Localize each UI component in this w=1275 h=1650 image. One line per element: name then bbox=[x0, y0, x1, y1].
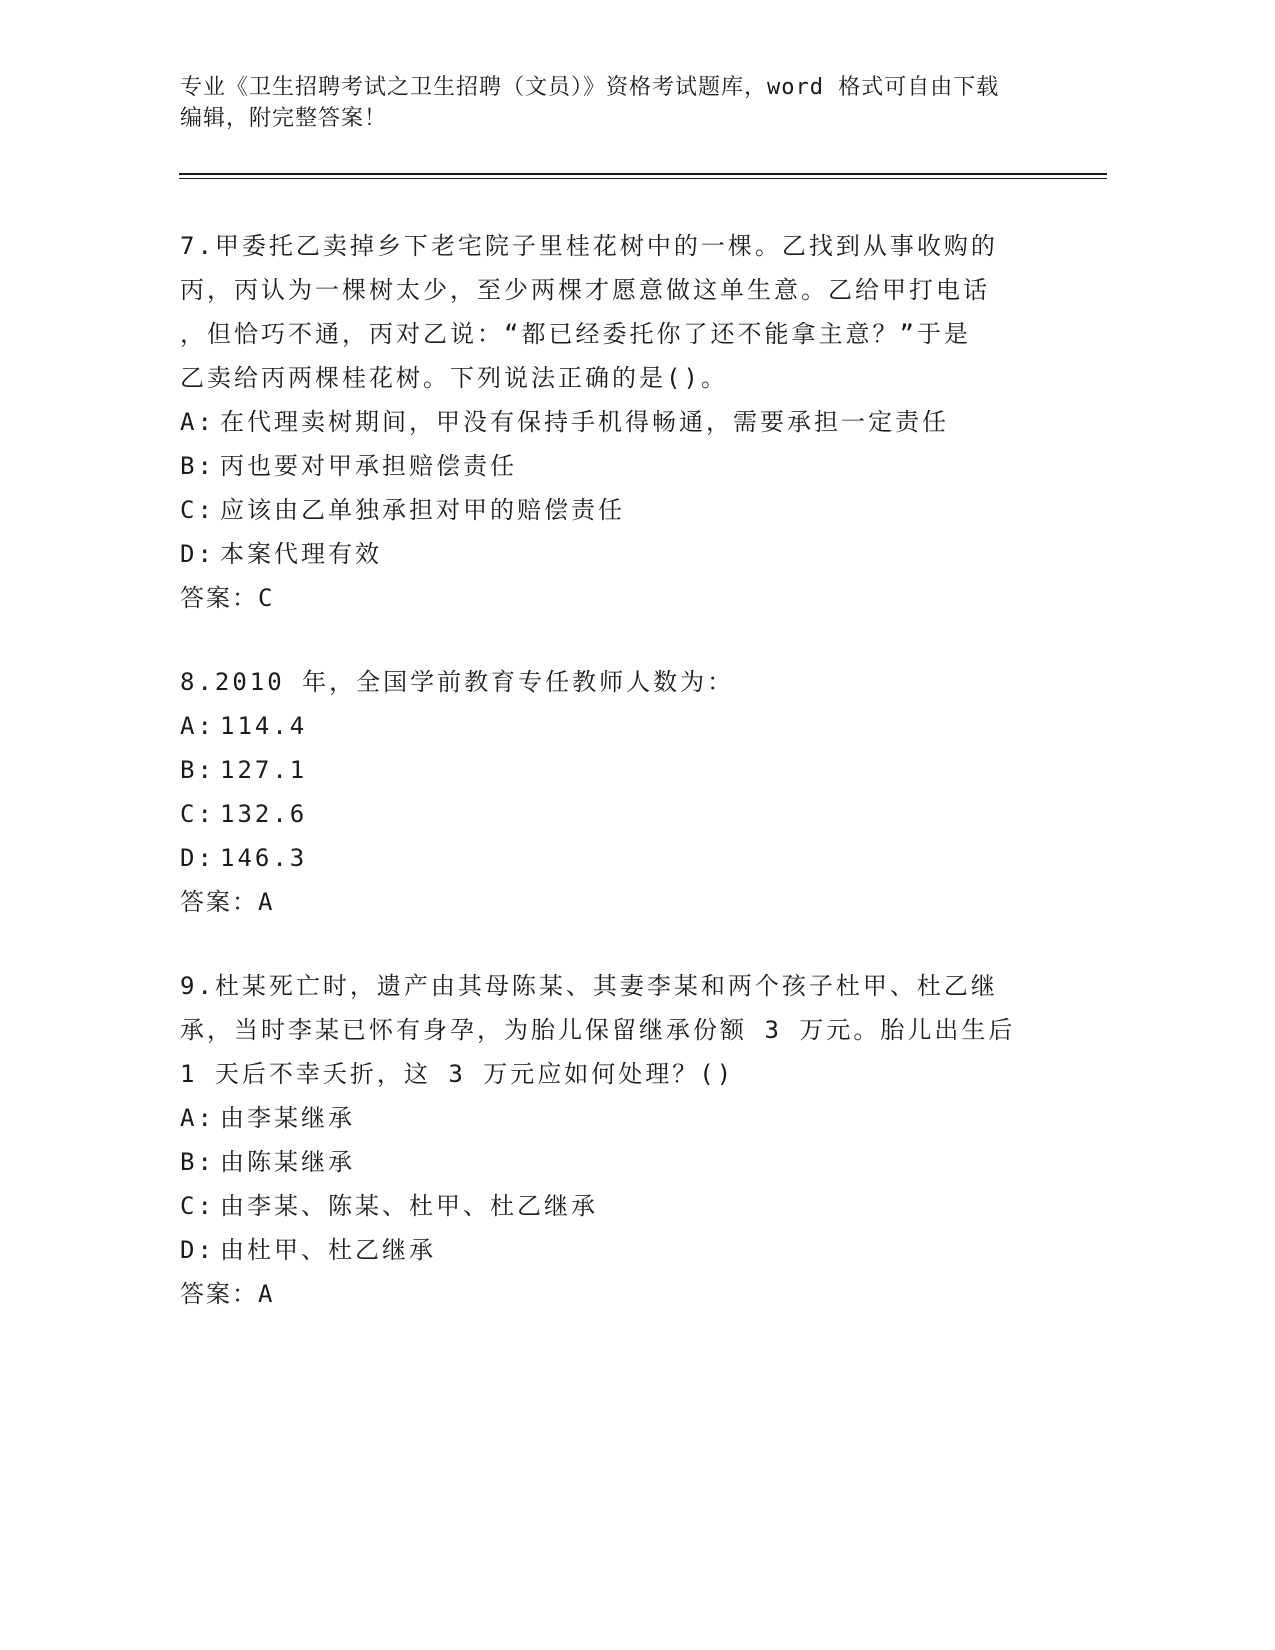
option-text: 丙也要对甲承担赔偿责任 bbox=[220, 452, 517, 480]
option-text: 由李某继承 bbox=[220, 1104, 355, 1132]
option-b bbox=[180, 444, 1060, 488]
option-c bbox=[180, 488, 1060, 532]
option-text: 由杜甲、杜乙继承 bbox=[220, 1236, 436, 1264]
question-stem-line: 7.甲委托乙卖掉乡下老宅院子里桂花树中的一棵。乙找到从事收购的 bbox=[180, 232, 998, 260]
question-9 bbox=[180, 964, 1060, 1316]
option-text: 127.1 bbox=[220, 756, 308, 784]
option-d bbox=[180, 1228, 1060, 1272]
option-text: 本案代理有效 bbox=[220, 540, 382, 568]
option-key: A: bbox=[180, 1104, 215, 1132]
option-text: 在代理卖树期间，甲没有保持手机得畅通，需要承担一定责任 bbox=[220, 408, 949, 436]
question-stem-line: 1 天后不幸夭折，这 3 万元应如何处理？() bbox=[180, 1060, 735, 1088]
option-key: C: bbox=[180, 496, 215, 524]
option-key: B: bbox=[180, 452, 215, 480]
option-key: C: bbox=[180, 1192, 215, 1220]
answer-label: 答案： bbox=[180, 1280, 258, 1308]
question-stem-line: 9.杜某死亡时，遗产由其母陈某、其妻李某和两个孩子杜甲、杜乙继 bbox=[180, 972, 998, 1000]
header-divider-thin bbox=[179, 178, 1107, 179]
answer-value: A bbox=[258, 888, 275, 916]
option-key: D: bbox=[180, 540, 215, 568]
option-text: 146.3 bbox=[220, 844, 308, 872]
document-header bbox=[180, 72, 1040, 134]
answer-value: C bbox=[258, 584, 275, 612]
option-key: D: bbox=[180, 844, 215, 872]
question-stem-line: 8.2010 年，全国学前教育专任教师人数为： bbox=[180, 668, 735, 696]
question-stem-line: 丙，丙认为一棵树太少，至少两棵才愿意做这单生意。乙给甲打电话 bbox=[180, 276, 990, 304]
option-text: 由陈某继承 bbox=[220, 1148, 355, 1176]
option-text: 132.6 bbox=[220, 800, 308, 828]
answer-line bbox=[180, 880, 1060, 924]
question-7 bbox=[180, 224, 1060, 620]
answer-label: 答案： bbox=[180, 584, 258, 612]
option-key: B: bbox=[180, 1148, 215, 1176]
option-a bbox=[180, 704, 1060, 748]
option-text: 应该由乙单独承担对甲的赔偿责任 bbox=[220, 496, 625, 524]
answer-line bbox=[180, 1272, 1060, 1316]
option-d bbox=[180, 532, 1060, 576]
question-stem-line: 承，当时李某已怀有身孕，为胎儿保留继承份额 3 万元。胎儿出生后 bbox=[180, 1016, 1016, 1044]
question-stem-line: ，但恰巧不通，丙对乙说：“都已经委托你了还不能拿主意？”于是 bbox=[180, 320, 971, 348]
answer-value: A bbox=[258, 1280, 275, 1308]
option-c bbox=[180, 792, 1060, 836]
option-b bbox=[180, 1140, 1060, 1184]
header-divider-thick bbox=[179, 173, 1107, 175]
option-a bbox=[180, 400, 1060, 444]
option-text: 由李某、陈某、杜甲、杜乙继承 bbox=[220, 1192, 598, 1220]
option-a bbox=[180, 1096, 1060, 1140]
answer-line bbox=[180, 576, 1060, 620]
option-key: B: bbox=[180, 756, 215, 784]
header-line-1: 专业《卫生招聘考试之卫生招聘（文员）》资格考试题库，word 格式可自由下载 bbox=[180, 75, 1000, 100]
answer-label: 答案： bbox=[180, 888, 258, 916]
option-c bbox=[180, 1184, 1060, 1228]
question-8 bbox=[180, 660, 1060, 924]
option-b bbox=[180, 748, 1060, 792]
option-key: D: bbox=[180, 1236, 215, 1264]
option-key: A: bbox=[180, 408, 215, 436]
option-text: 114.4 bbox=[220, 712, 308, 740]
question-stem-line: 乙卖给丙两棵桂花树。下列说法正确的是()。 bbox=[180, 364, 728, 392]
option-d bbox=[180, 836, 1060, 880]
header-line-2: 编辑，附完整答案！ bbox=[180, 106, 388, 131]
option-key: A: bbox=[180, 712, 215, 740]
option-key: C: bbox=[180, 800, 215, 828]
